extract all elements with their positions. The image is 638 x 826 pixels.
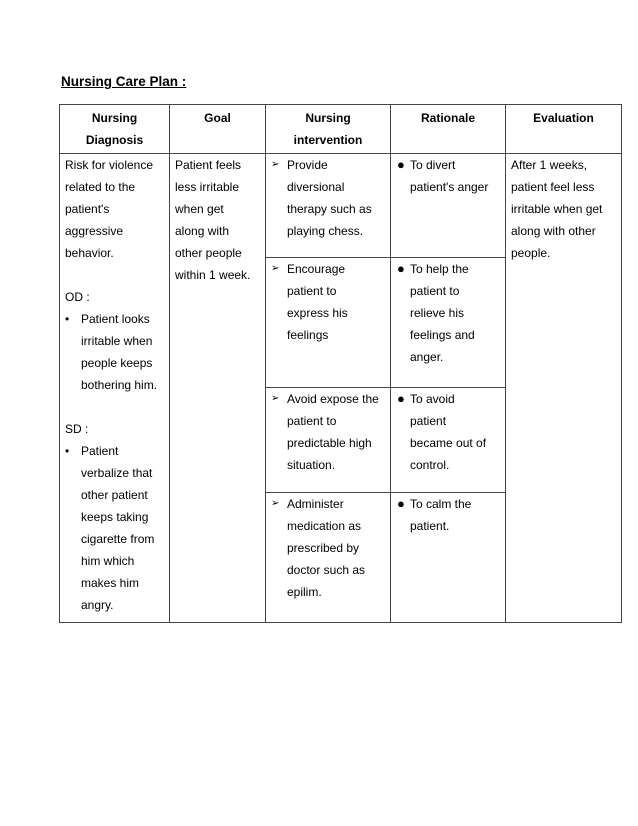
goal-cell: Patient feels less irritable when get along with other people within 1 week.	[170, 154, 266, 623]
sd-label: SD :	[65, 422, 89, 436]
dot-bullet-icon: ●	[397, 157, 405, 172]
sd-bullet-item: • Patient verbalize that other patient keeps taking cigarette from him which makes him angry.	[65, 440, 164, 616]
bullet-icon: •	[65, 444, 70, 458]
rationale-cell	[391, 492, 506, 622]
list-item: ➢ Administer medication as prescribed by doctor such as epilim.	[271, 493, 385, 603]
arrow-bullet-icon: ➢	[271, 393, 280, 405]
care-plan-table	[59, 104, 622, 623]
list-item: ● To calm the patient.	[396, 493, 500, 537]
rationale-cell	[391, 154, 506, 258]
intervention-cell	[266, 258, 391, 388]
dot-bullet-icon: ●	[397, 391, 405, 407]
rationale-cell	[391, 388, 506, 492]
header-nursing-diagnosis: Nursing Diagnosis	[60, 105, 170, 154]
od-bullet-item: • Patient looks irritable when people keeps bothering him.	[65, 308, 164, 396]
intervention-cell	[266, 388, 391, 492]
arrow-bullet-icon: ➢	[271, 159, 280, 170]
rationale-cell	[391, 258, 506, 388]
header-row	[60, 105, 622, 154]
evaluation-cell: After 1 weeks, patient feel less irritable when get along with other people.	[506, 154, 622, 623]
list-item: ➢ Avoid expose the patient to predictable high situation.	[271, 388, 385, 476]
intervention-cell	[266, 154, 391, 258]
header-nursing-intervention: Nursing intervention	[266, 105, 391, 154]
od-label: OD :	[65, 290, 90, 304]
arrow-bullet-icon: ➢	[271, 497, 280, 509]
list-item: ➢ Encourage patient to express his feelings	[271, 258, 385, 346]
table-row	[60, 154, 622, 258]
list-item: ● To divert patient's anger	[396, 154, 500, 198]
intervention-cell	[266, 492, 391, 622]
dot-bullet-icon: ●	[397, 261, 405, 277]
diagnosis-cell: Risk for violence related to the patient's aggressive behavior. OD : • Patient looks irritable when people keeps bothering him. SD : • Patient verbalize that other patient keeps taking cigarette from him which makes him angry.	[60, 154, 170, 623]
arrow-bullet-icon: ➢	[271, 263, 280, 275]
list-item: ● To avoid patient became out of control.	[396, 388, 500, 476]
list-item: ● To help the patient to relieve his feelings and anger.	[396, 258, 500, 368]
page-title: Nursing Care Plan :	[61, 74, 187, 89]
dot-bullet-icon: ●	[397, 495, 405, 511]
list-item: ➢ Provide diversional therapy such as playing chess.	[271, 154, 385, 242]
bullet-icon: •	[65, 312, 70, 326]
header-rationale: Rationale	[391, 105, 506, 154]
header-evaluation: Evaluation	[506, 105, 622, 154]
header-goal: Goal	[170, 105, 266, 154]
